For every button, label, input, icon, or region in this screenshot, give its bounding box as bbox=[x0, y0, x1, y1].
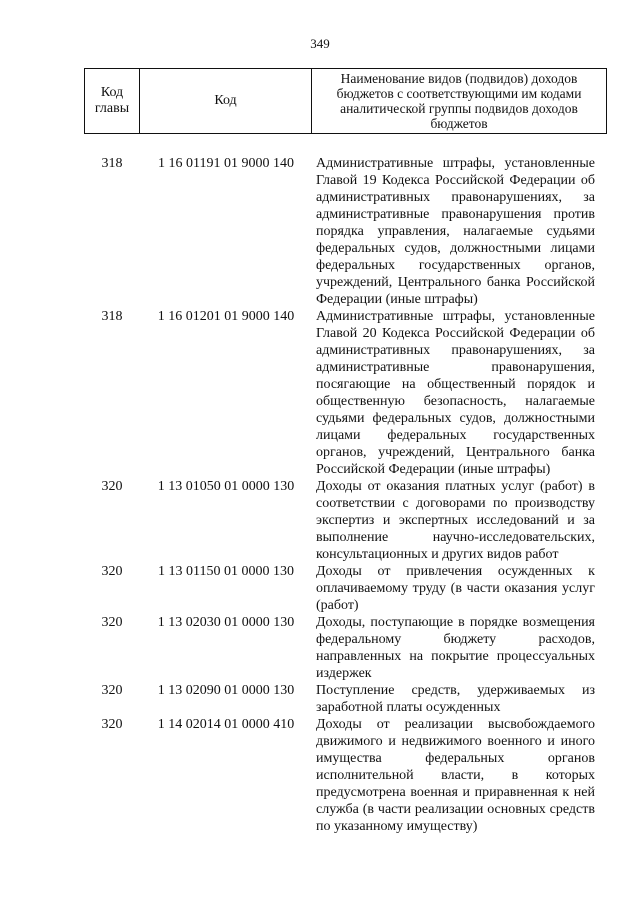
row-code: 1 13 02090 01 0000 130 bbox=[157, 683, 295, 698]
row-name: Доходы от оказания платных услуг (работ) в соответствии с договорами по производству экспертиз и экспертных исследований и за выполнение научно-исследовательских, консультационных и других видов работ bbox=[316, 479, 595, 562]
row-chapter-code: 320 bbox=[101, 717, 123, 732]
row-name: Административные штрафы, установленные Главой 19 Кодекса Российской Федерации об административных правонарушениях, за административные правонарушения против порядка управления, налагаемые судьями федеральных судов, должностными лицами федеральных государственных органов, учреждений, Центрального банка Российской Федерации (иные штрафы) bbox=[316, 156, 595, 307]
row-code: 1 13 02030 01 0000 130 bbox=[157, 615, 295, 630]
row-name: Доходы от реализации высвобождаемого движимого и недвижимого военного и иного имущества федеральных органов исполнительной власти, в которых предусмотрена военная и приравненная к ней служба (в части реализации основных средств по указанному имуществу) bbox=[316, 717, 595, 834]
row-name: Доходы от привлечения осужденных к оплачиваемому труду (в части оказания услуг (работ) bbox=[316, 564, 595, 613]
row-code: 1 13 01150 01 0000 130 bbox=[158, 564, 294, 579]
row-name: Доходы, поступающие в порядке возмещения федеральному бюджету расходов, направленных на покрытие процессуальных издержек bbox=[316, 615, 595, 681]
table-row bbox=[84, 155, 614, 308]
row-chapter-code: 320 bbox=[101, 683, 123, 698]
header-code: Код bbox=[139, 69, 311, 133]
row-chapter-code: 318 bbox=[101, 309, 123, 324]
table-row bbox=[84, 478, 614, 563]
row-chapter-code: 320 bbox=[101, 564, 123, 579]
row-code: 1 14 02014 01 0000 410 bbox=[157, 717, 295, 732]
table-row bbox=[84, 682, 614, 716]
table-row bbox=[84, 716, 614, 835]
table-row bbox=[84, 563, 614, 614]
table-row bbox=[84, 614, 614, 682]
row-chapter-code: 318 bbox=[101, 156, 123, 171]
row-code: 1 16 01191 01 9000 140 bbox=[158, 156, 294, 171]
row-chapter-code: 320 bbox=[101, 615, 123, 630]
row-chapter-code: 320 bbox=[101, 479, 123, 494]
row-code: 1 16 01201 01 9000 140 bbox=[157, 309, 295, 324]
page-number: 349 bbox=[310, 36, 330, 51]
row-name: Поступление средств, удерживаемых из заработной платы осужденных bbox=[316, 683, 595, 715]
header-name: Наименование видов (подвидов) доходов бюджетов с соответствующими им кодами аналитической группы подвидов доходов бюджетов bbox=[311, 69, 606, 133]
row-name: Административные штрафы, установленные Главой 20 Кодекса Российской Федерации об административных правонарушениях, за административные правонарушения, посягающие на общественный порядок и общественную безопасность, налагаемые судьями федеральных судов, должностными лицами федеральных государственных органов, учреждений, Центрального банка Российской Федерации (иные штрафы) bbox=[316, 309, 595, 477]
table-header bbox=[84, 68, 607, 134]
header-chapter-code: Код главы bbox=[94, 85, 130, 116]
table-row bbox=[84, 308, 614, 478]
row-code: 1 13 01050 01 0000 130 bbox=[157, 479, 295, 494]
table-body bbox=[84, 155, 614, 835]
